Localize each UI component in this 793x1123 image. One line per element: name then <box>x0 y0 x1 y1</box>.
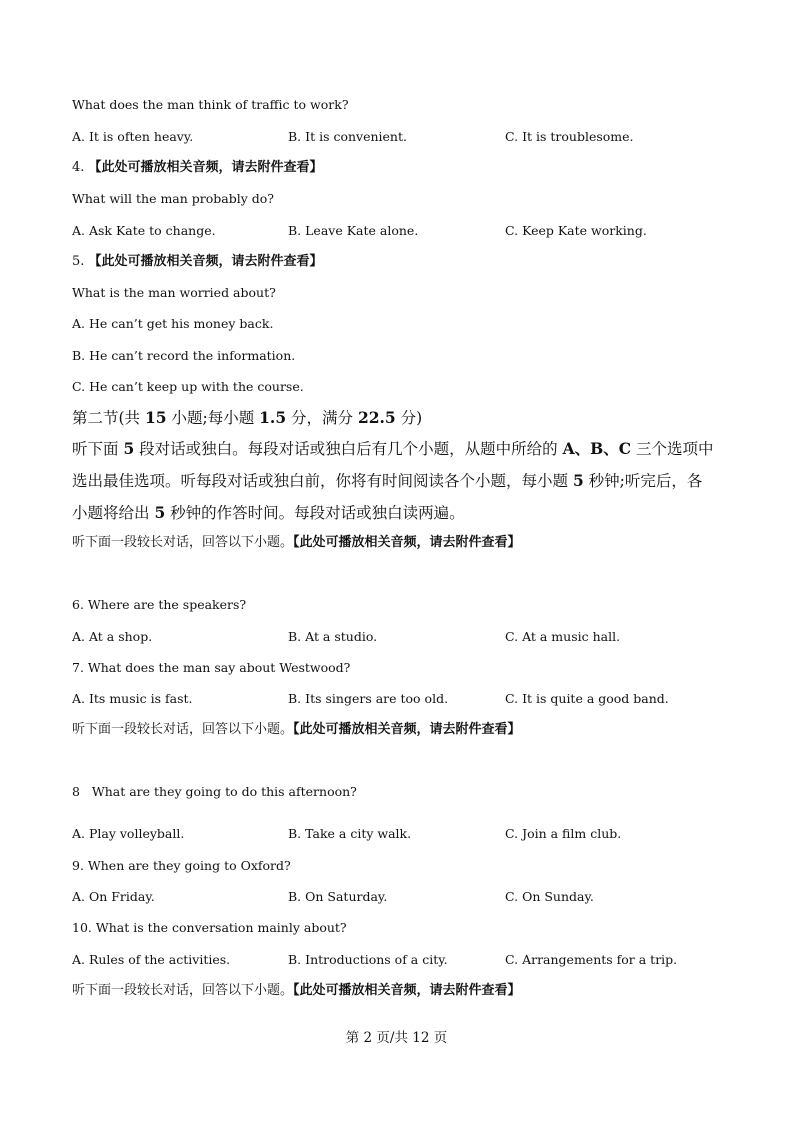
q5-question: What is the man worried about? <box>72 285 276 300</box>
q4-audio-tag: 【此处可播放相关音频，请去附件查看】 <box>88 160 323 175</box>
q8-option-a: A. Play volleyball. <box>72 826 185 841</box>
page-footer: 第 2 页/共 12 页 <box>345 1030 448 1046</box>
q9-question: 9. When are they going to Oxford? <box>72 858 291 873</box>
q5-number: 5. <box>72 254 85 269</box>
dialog-prompt-3: 听下面一段较长对话，回答以下小题。【此处可播放相关音频，请去附件查看】 <box>72 983 521 998</box>
q8-option-b: B. Take a city walk. <box>288 826 412 841</box>
q4-number: 4. <box>72 160 85 175</box>
q6-option-a: A. At a shop. <box>72 629 153 644</box>
q7-option-a: A. Its music is fast. <box>72 691 193 706</box>
q4-question: What will the man probably do? <box>72 191 275 206</box>
q10-option-c: C. Arrangements for a trip. <box>505 952 678 967</box>
q8-question: 8 What are they going to do this afternoon? <box>72 784 357 799</box>
instructions-line-1: 听下面 5 段对话或独白。每段对话或独白后有几个小题，从题中所给的 A、B、C 三个选项中 <box>72 439 714 458</box>
q8-option-c: C. Join a film club. <box>505 826 622 841</box>
q3-question: What does the man think of traffic to work? <box>72 97 349 112</box>
instructions-line-2: 选出最佳选项。听每段对话或独白前，你将有时间阅读各个小题，每小题 5 秒钟;听完后，各 <box>72 471 703 490</box>
q9-option-b: B. On Saturday. <box>288 889 388 904</box>
q9-option-c: C. On Sunday. <box>505 889 594 904</box>
q6-option-b: B. At a studio. <box>288 629 378 644</box>
q9-option-a: A. On Friday. <box>72 889 155 904</box>
q7-option-c: C. It is quite a good band. <box>505 691 669 706</box>
q5-option-b: B. He can’t record the information. <box>72 348 296 363</box>
q10-question: 10. What is the conversation mainly about? <box>72 920 347 935</box>
section2-instructions <box>72 433 722 529</box>
q7-option-b: B. Its singers are too old. <box>288 691 449 706</box>
q5-header <box>72 254 323 270</box>
q6-option-c: C. At a music hall. <box>505 629 621 644</box>
dialog-audio-tag-3: 【此处可播放相关音频，请去附件查看】 <box>293 983 521 998</box>
q4-option-a: A. Ask Kate to change. <box>72 223 216 238</box>
q6-question: 6. Where are the speakers? <box>72 597 247 612</box>
q4-option-b: B. Leave Kate alone. <box>288 223 419 238</box>
dialog-prompt-2: 听下面一段较长对话，回答以下小题。【此处可播放相关音频，请去附件查看】 <box>72 722 521 737</box>
q4-option-c: C. Keep Kate working. <box>505 223 647 238</box>
instructions-line-3: 小题将给出 5 秒钟的作答时间。每段对话或独白读两遍。 <box>72 503 465 522</box>
dialog-audio-tag-1: 【此处可播放相关音频，请去附件查看】 <box>293 535 521 550</box>
q10-option-b: B. Introductions of a city. <box>288 952 448 967</box>
q3-option-c: C. It is troublesome. <box>505 129 634 144</box>
q5-audio-tag: 【此处可播放相关音频，请去附件查看】 <box>88 254 323 269</box>
q5-option-a: A. He can’t get his money back. <box>72 316 274 331</box>
q5-option-c: C. He can’t keep up with the course. <box>72 379 304 394</box>
q7-question: 7. What does the man say about Westwood? <box>72 660 351 675</box>
q3-option-b: B. It is convenient. <box>288 129 407 144</box>
q10-option-a: A. Rules of the activities. <box>72 952 231 967</box>
dialog-prompt-1: 听下面一段较长对话，回答以下小题。【此处可播放相关音频，请去附件查看】 <box>72 535 521 550</box>
q3-option-a: A. It is often heavy. <box>72 129 194 144</box>
section2-title: 第二节(共 15 小题;每小题 1.5 分，满分 22.5 分) <box>72 408 423 427</box>
q4-header <box>72 160 323 176</box>
dialog-audio-tag-2: 【此处可播放相关音频，请去附件查看】 <box>293 722 521 737</box>
